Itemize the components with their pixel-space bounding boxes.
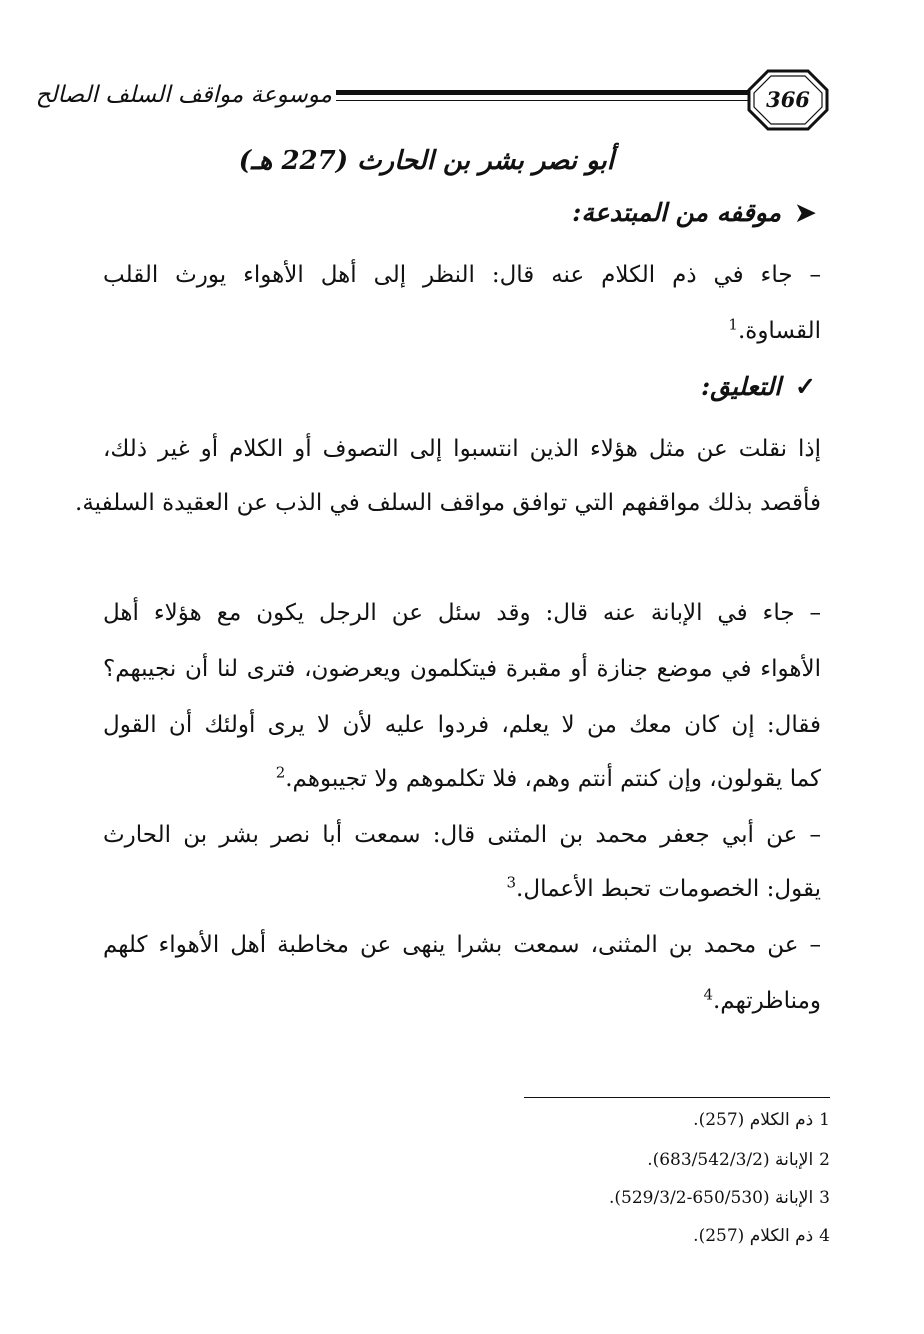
arrowhead-icon: ➤ bbox=[795, 198, 816, 227]
footnote-separator bbox=[524, 1097, 830, 1098]
text-line: يقول: الخصومات تحبط الأعمال.$^3$ bbox=[506, 873, 821, 902]
biography-heading: أبو نصر بشر بن الحارث (227 هـ) bbox=[238, 146, 614, 176]
footnote-item: 1ذم الكلام (257). bbox=[693, 1110, 830, 1130]
section-heading-innovators bbox=[396, 198, 816, 238]
text-line: الأهواء في موضع جنازة أو مقبرة فيتكلمون ويعرضون، فترى لنا أن نجيبهم؟ bbox=[103, 656, 821, 682]
footnote-ref: 1 bbox=[728, 315, 738, 334]
section-title: موقفه من المبتدعة: bbox=[572, 198, 782, 227]
text-line: – جاء في ذم الكلام عنه قال: النظر إلى أهل الأهواء يورث القلب bbox=[103, 262, 821, 288]
footnote-item: 2الإبانة (683/542/3/2). bbox=[647, 1150, 830, 1170]
footnote-ref: 2 bbox=[275, 763, 286, 782]
text-line: – عن محمد بن المثنى، سمعت بشرا ينهى عن مخاطبة أهل الأهواء كلهم bbox=[103, 932, 821, 958]
section-title: التعليق: bbox=[700, 372, 782, 401]
text-line: ومناظرتهم.$^4$ bbox=[703, 985, 821, 1014]
page-header bbox=[35, 68, 830, 132]
footnote-item: 4ذم الكلام (257). bbox=[693, 1226, 830, 1246]
footnote-item: 3الإبانة (650/530-529/3/2). bbox=[608, 1188, 830, 1208]
text-line: فقال: إن كان معك من لا يعلم، فردوا عليه لأن لا يرى أولئك أن القول bbox=[103, 712, 821, 738]
section-heading-commentary bbox=[396, 372, 816, 412]
text-line: إذا نقلت عن مثل هؤلاء الذين انتسبوا إلى التصوف أو الكلام أو غير ذلك، bbox=[103, 436, 821, 462]
footnote-ref: 4 bbox=[703, 985, 713, 1004]
text-line: فأقصد بذلك مواقفهم التي توافق مواقف السلف في الذب عن العقيدة السلفية. bbox=[75, 490, 821, 516]
checkmark-icon: ✓ bbox=[795, 372, 816, 401]
page-number-badge bbox=[746, 68, 830, 132]
footnote-ref: 3 bbox=[506, 873, 517, 892]
text-line: – جاء في الإبانة عنه قال: وقد سئل عن الرجل يكون مع هؤلاء أهل bbox=[103, 600, 821, 626]
page-number: 366 bbox=[766, 87, 810, 112]
header-rule-thin bbox=[336, 100, 760, 101]
text-line: كما يقولون، وإن كنتم أنتم وهم، فلا تكلموهم ولا تجيبوهم.$^2$ bbox=[275, 763, 821, 792]
text-line: القساوة.$^1$ bbox=[728, 315, 821, 344]
book-title: موسوعة مواقف السلف الصالح bbox=[35, 82, 332, 108]
text-line: – عن أبي جعفر محمد بن المثنى قال: سمعت أبا نصر بشر بن الحارث bbox=[103, 822, 821, 848]
header-rule-thick bbox=[336, 90, 760, 95]
